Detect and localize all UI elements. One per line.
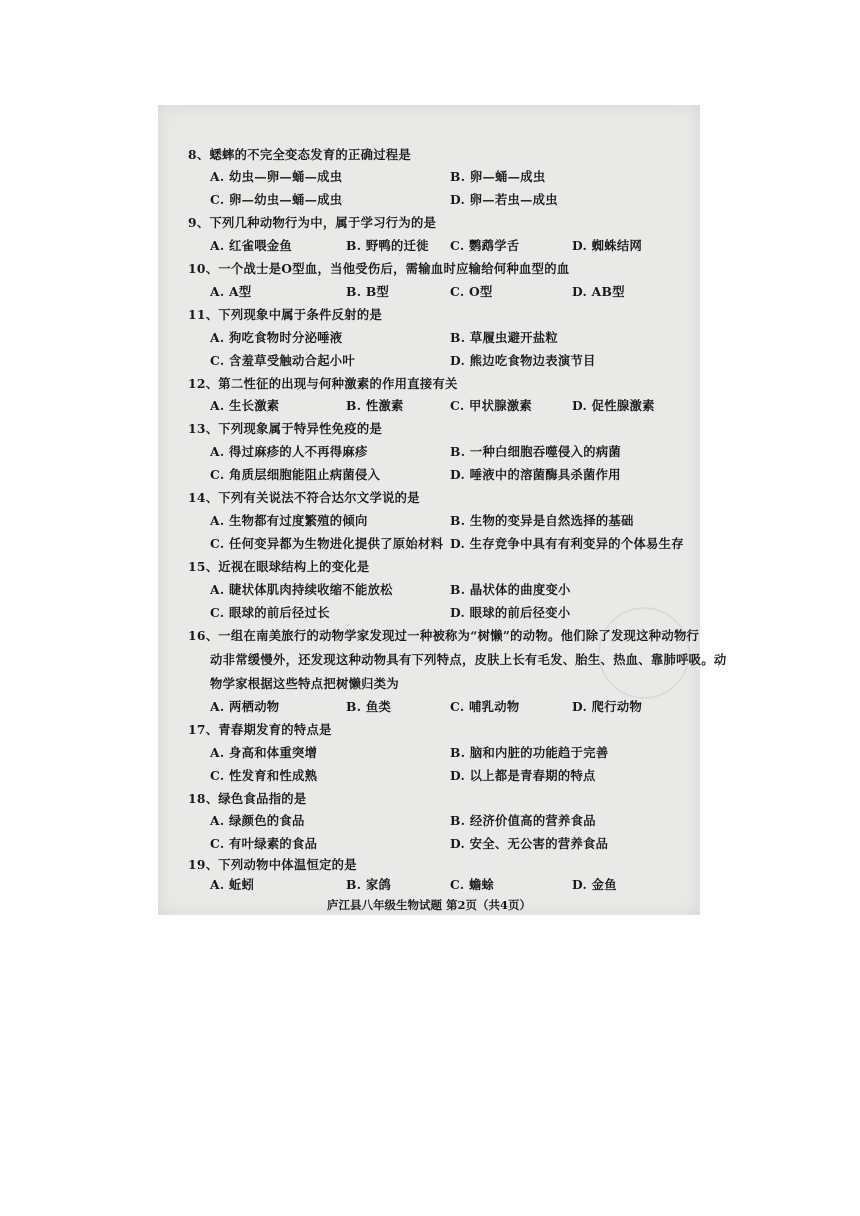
option-a: A. 身高和体重突增 xyxy=(210,745,318,760)
option-d: D. 卵—若虫—成虫 xyxy=(450,192,558,207)
option-a: A. 狗吃食物时分泌唾液 xyxy=(210,330,343,345)
option-a: A. 绿颜色的食品 xyxy=(210,813,305,828)
option-b: B. 一种白细胞吞噬侵入的病菌 xyxy=(450,444,622,459)
option-c: C. 蟾蜍 xyxy=(450,877,495,892)
option-b: B. 脑和内脏的功能趋于完善 xyxy=(450,745,609,760)
page-footer: 庐江县八年级生物试题 第2页（共4页） xyxy=(326,898,531,912)
option-b: B. 草履虫避开盐粒 xyxy=(450,330,559,345)
question-stem-line-3: 物学家根据这些特点把树懒归类为 xyxy=(210,676,399,691)
option-b: B. 晶状体的曲度变小 xyxy=(450,582,571,597)
option-d: D. 以上都是青春期的特点 xyxy=(450,768,596,783)
option-d: D. 生存竞争中具有有利变异的个体易生存 xyxy=(450,536,684,551)
question-stem: 18、绿色食品指的是 xyxy=(188,791,307,806)
question-stem: 19、下列动物中体温恒定的是 xyxy=(188,857,357,872)
option-b: B. 鱼类 xyxy=(346,699,392,714)
option-a: A. 幼虫—卵—蛹—成虫 xyxy=(210,169,343,184)
question-stem: 15、近视在眼球结构上的变化是 xyxy=(188,559,370,574)
option-c: C. 卵—幼虫—蛹—成虫 xyxy=(210,192,343,207)
option-d: D. 唾液中的溶菌酶具杀菌作用 xyxy=(450,467,621,482)
option-c: C. 眼球的前后径过长 xyxy=(210,605,330,620)
question-stem: 10、一个战士是O型血，当他受伤后，需输血时应输给何种血型的血 xyxy=(188,261,570,276)
option-c: C. 含羞草受触动合起小叶 xyxy=(210,353,356,368)
option-c: C. 性发育和性成熟 xyxy=(210,768,318,783)
option-d: D. 促性腺激素 xyxy=(572,398,655,413)
option-c: C. 有叶绿素的食品 xyxy=(210,836,318,851)
question-stem-line-2: 动非常缓慢外，还发现这种动物具有下列特点，皮肤上长有毛发、胎生、热血、靠肺呼吸。动 xyxy=(210,652,727,667)
option-a: A. 睫状体肌肉持续收缩不能放松 xyxy=(210,582,393,597)
option-d: D. AB型 xyxy=(572,284,625,299)
option-c: C. 甲状腺激素 xyxy=(450,398,533,413)
option-b: B. 野鸭的迁徙 xyxy=(346,238,429,253)
question-stem: 9、下列几种动物行为中，属于学习行为的是 xyxy=(188,215,437,230)
option-a: A. A型 xyxy=(210,284,252,299)
option-a: A. 蚯蚓 xyxy=(210,877,255,892)
option-b: B. 卵—蛹—成虫 xyxy=(450,169,546,184)
option-d: D. 熊边吃食物边表演节目 xyxy=(450,353,596,368)
option-d: D. 金鱼 xyxy=(572,877,617,892)
option-a: A. 生长激素 xyxy=(210,398,280,413)
question-stem-line-1: 16、一组在南美旅行的动物学家发现过一种被称为“树懒”的动物。他们除了发现这种动物行 xyxy=(188,628,700,643)
option-a: A. 生物都有过度繁殖的倾向 xyxy=(210,513,368,528)
option-b: B. 家鸽 xyxy=(346,877,392,892)
option-d: D. 安全、无公害的营养食品 xyxy=(450,836,609,851)
option-c: C. 任何变异都为生物进化提供了原始材料 xyxy=(210,536,444,551)
option-a: A. 得过麻疹的人不再得麻疹 xyxy=(210,444,368,459)
question-stem: 13、下列现象属于特异性免疫的是 xyxy=(188,421,383,436)
option-b: B. B型 xyxy=(346,284,390,299)
option-a: A. 红雀喂金鱼 xyxy=(210,238,292,253)
option-c: C. 角质层细胞能阻止病菌侵入 xyxy=(210,467,381,482)
option-c: C. 哺乳动物 xyxy=(450,699,520,714)
option-b: B. 经济价值高的营养食品 xyxy=(450,813,596,828)
question-stem: 12、第二性征的出现与何种激素的作用直接有关 xyxy=(188,376,458,391)
option-d: D. 蜘蛛结网 xyxy=(572,238,643,253)
option-d: D. 眼球的前后径变小 xyxy=(450,605,571,620)
question-stem: 8、蟋蟀的不完全变态发育的正确过程是 xyxy=(188,147,412,162)
question-stem: 11、下列现象中属于条件反射的是 xyxy=(188,307,383,322)
option-b: B. 生物的变异是自然选择的基础 xyxy=(450,513,634,528)
option-c: C. O型 xyxy=(450,284,493,299)
question-stem: 14、下列有关说法不符合达尔文学说的是 xyxy=(188,490,420,505)
option-a: A. 两栖动物 xyxy=(210,699,280,714)
exam-page xyxy=(158,105,727,915)
question-stem: 17、青春期发育的特点是 xyxy=(188,722,332,737)
option-c: C. 鹦鹉学舌 xyxy=(450,238,520,253)
option-b: B. 性激素 xyxy=(346,398,404,413)
option-d: D. 爬行动物 xyxy=(572,699,643,714)
